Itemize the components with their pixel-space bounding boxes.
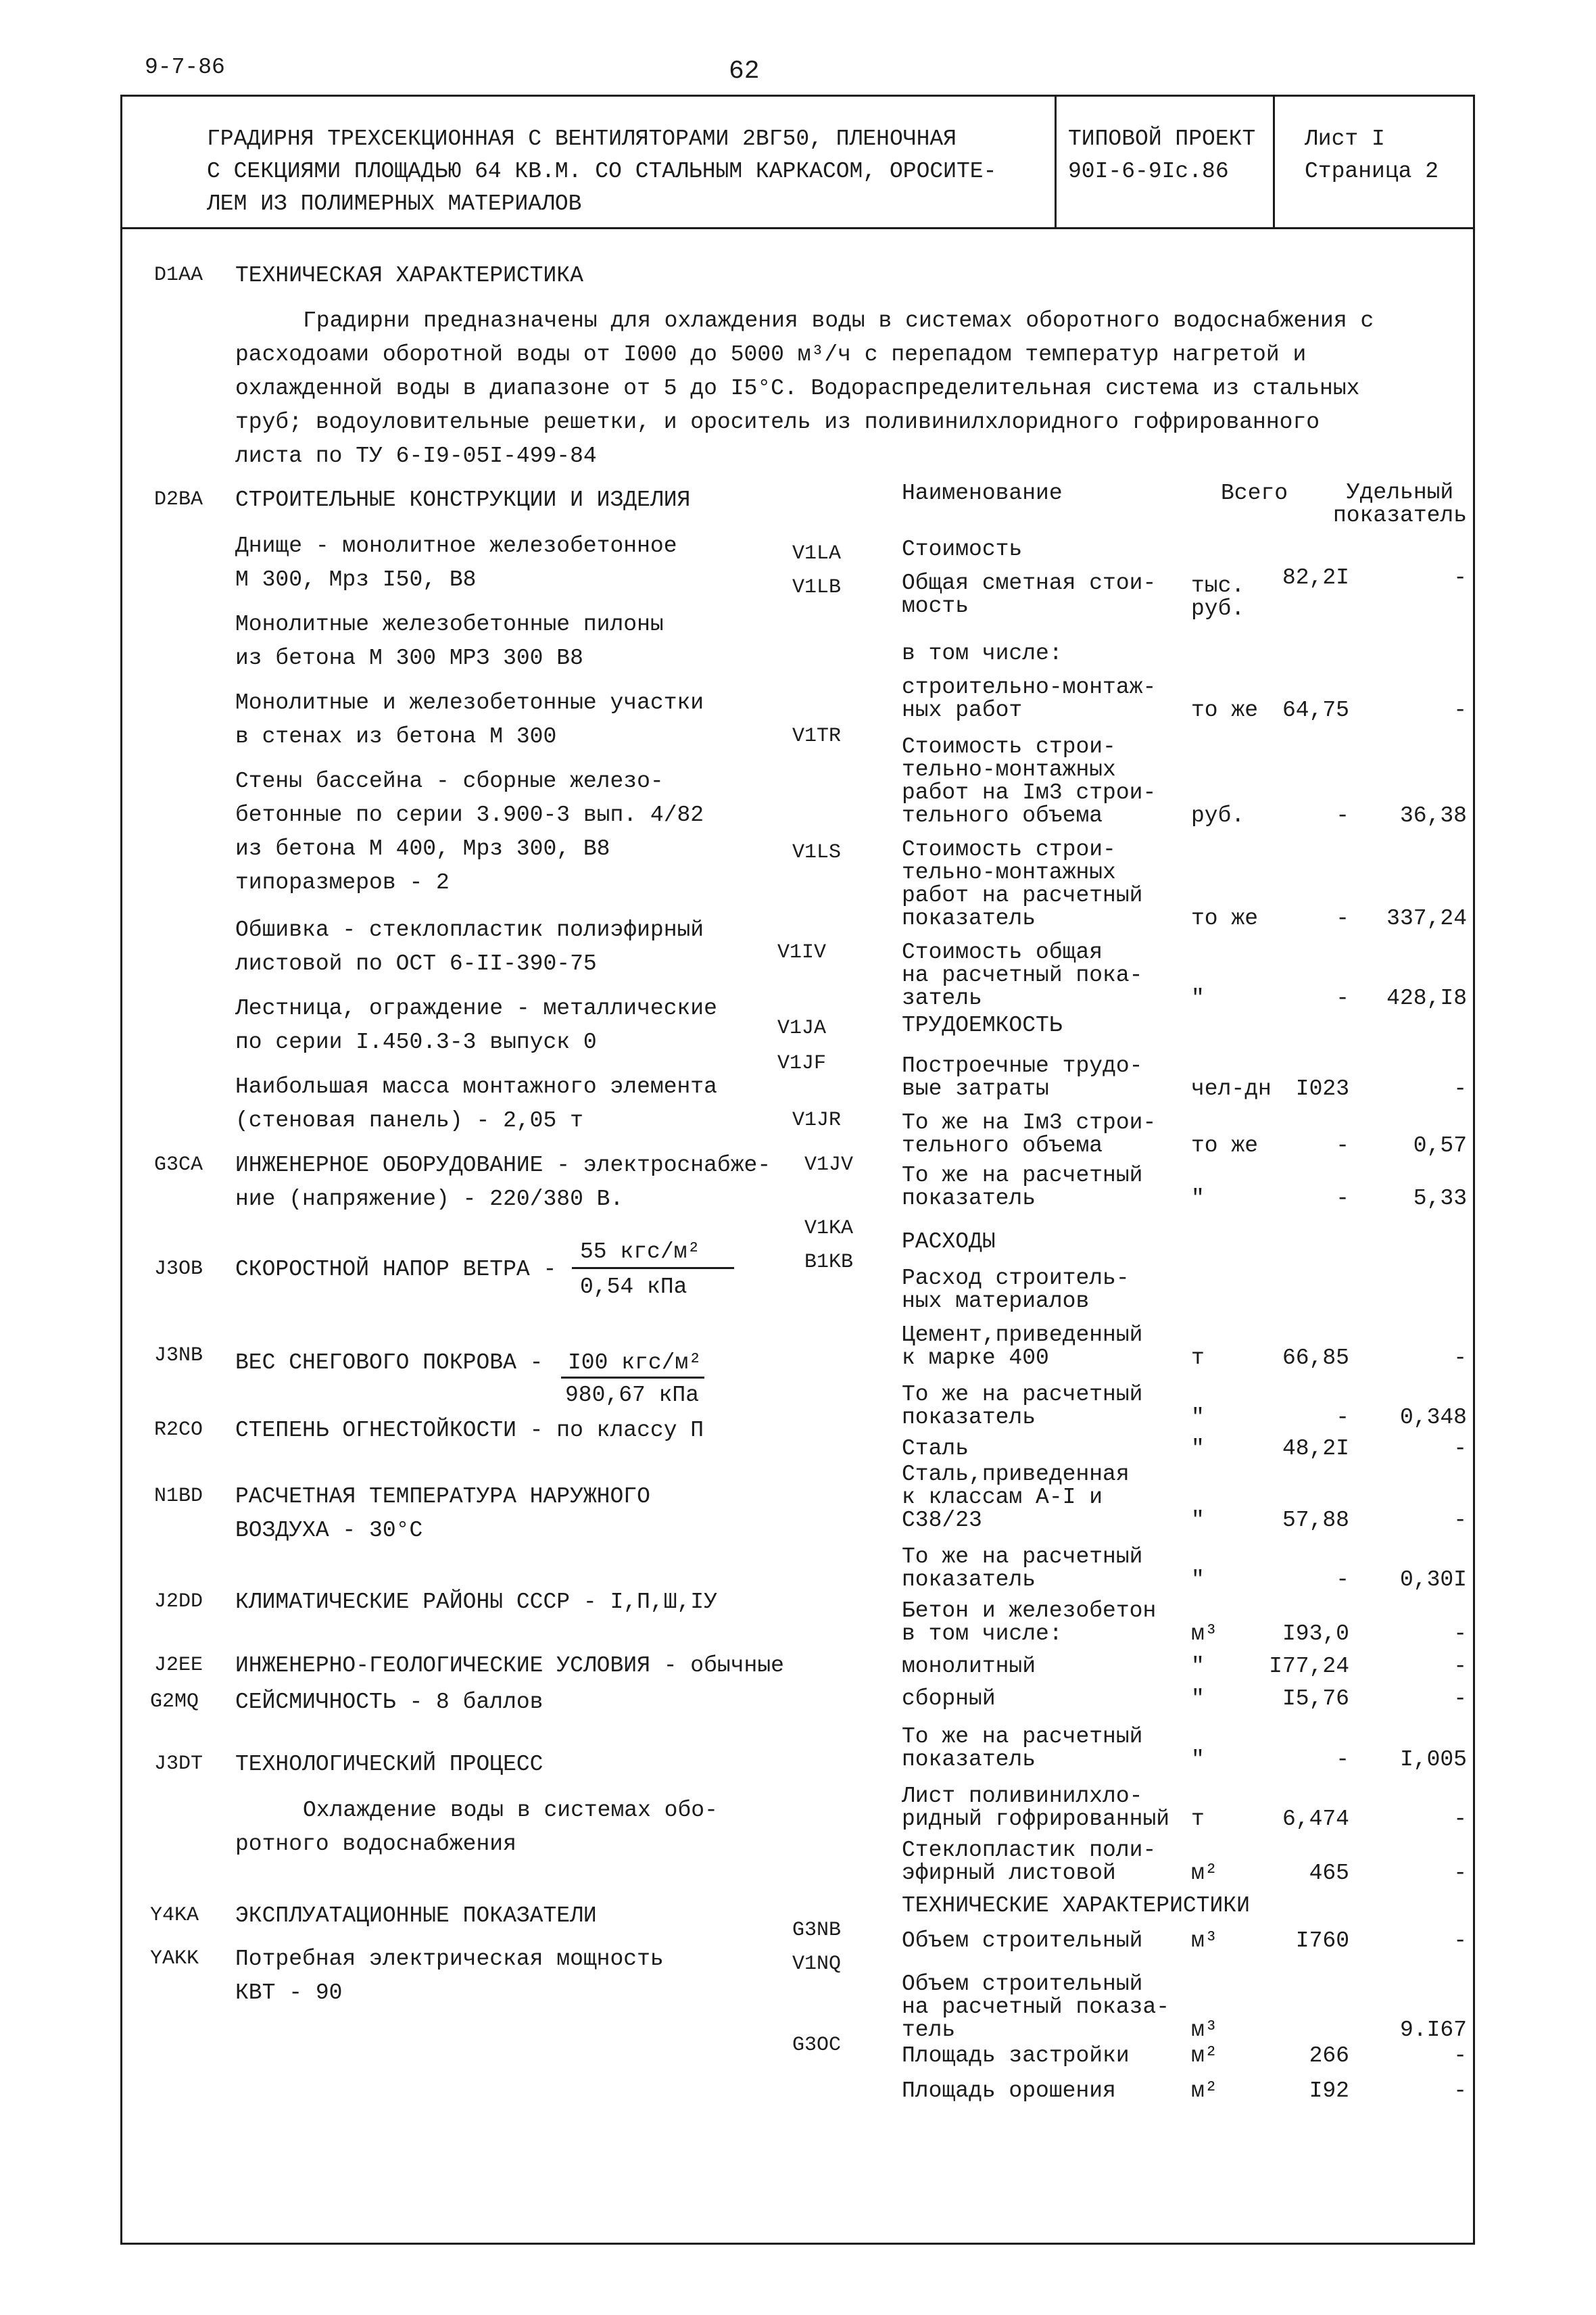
construction-item: Монолитные железобетонные пилоны [235,612,664,637]
section-heading: ЭКСПЛУАТАЦИОННЫЕ ПОКАЗАТЕЛИ [235,1903,597,1928]
table-row-total: I023 [1295,1076,1349,1101]
row-code: V1KA [804,1217,854,1240]
project-label: ТИПОВОЙ ПРОЕКТ [1068,126,1256,151]
table-row-total: 266 [1309,2043,1349,2068]
exploit-line: Потребная электрическая мощность [235,1947,664,1972]
table-row-total: - [1336,1747,1349,1772]
table-row-specific: 0,57 [1413,1133,1467,1158]
table-row-specific: - [1453,565,1467,590]
construction-item: по серии I.450.3-3 выпуск 0 [235,1030,597,1055]
title-block-divider-2 [1273,95,1275,228]
param-code: N1BD [154,1485,203,1508]
param-line: ВОЗДУХА - 30°С [235,1518,423,1543]
table-row-unit: " [1191,1654,1205,1679]
wind-pressure-label: СКОРОСТНОЙ НАПОР ВЕТРА - [235,1257,557,1282]
table-row-unit: " [1191,1186,1205,1211]
row-code: V1LS [792,841,842,864]
table-row-name: Стоимость общая на расчетный пока- затель [902,940,1143,1011]
table-row-name: Стоимость строи- тельно-монтажных работ на Iм3 строи- тельного объема [902,734,1157,828]
table-row-unit: " [1191,1747,1205,1772]
paragraph-line: расходоами оборотной воды от I000 до 5000 м³/ч с перепадом температур нагретой и [235,342,1307,367]
wind-pressure-denominator: 0,54 кПа [580,1274,687,1299]
table-row-name: Расход строитель- ных материалов [902,1266,1130,1314]
table-row-name: сборный [902,1686,996,1711]
table-row-name: в том числе: [902,641,1063,666]
table-row-unit: " [1191,1686,1205,1711]
table-row-name: Общая сметная стои- мость [902,571,1157,619]
table-row-unit: м² [1191,2078,1218,2103]
param-code: J2EE [154,1654,203,1677]
section-code: YAKK [150,1947,199,1970]
table-row-total: 66,85 [1282,1345,1349,1370]
table-row-unit: " [1191,1567,1205,1592]
section-code: Y4KA [150,1904,199,1927]
title-block-bottom-rule [120,227,1475,229]
table-row-total: - [1336,1133,1349,1158]
title-line: С СЕКЦИЯМИ ПЛОЩАДЬЮ 64 КВ.М. СО СТАЛЬНЫМ КАРКАСОМ, ОРОСИТЕ- [207,159,997,184]
table-row-name: То же на расчетный показатель [902,1382,1143,1430]
param-line: ИНЖЕНЕРНОЕ ОБОРУДОВАНИЕ - электроснабже- [235,1153,771,1178]
param-code: J2DD [154,1590,203,1613]
table-row-name: Объем строительный на расчетный показа- тель [902,1972,1170,2043]
table-row-specific: 9.I67 [1399,2018,1467,2043]
table-row-name: То же на Iм3 строи- тельного объема [902,1110,1157,1158]
sheet-block [1305,123,1438,188]
exploit-line: КВТ - 90 [235,1980,343,2005]
table-row-unit: м² [1191,1861,1218,1886]
paragraph-line: Градирни предназначены для охлаждения воды в системах оборотного водоснабжения с [303,308,1374,333]
table-row-total: - [1336,1405,1349,1430]
table-row-specific: - [1453,1436,1467,1461]
construction-item: Днище - монолитное железобетонное [235,533,677,558]
row-code: V1JF [777,1052,827,1075]
row-code: V1JV [804,1153,854,1176]
construction-item: из бетона М 400, Мрз 300, В8 [235,836,610,861]
row-code: V1JR [792,1109,842,1132]
param-code: J3DT [154,1752,203,1775]
table-row-total: 6,474 [1282,1807,1349,1832]
table-row-name: То же на расчетный показатель [902,1544,1143,1592]
table-row-total: 465 [1309,1861,1349,1886]
construction-item: Наибольшая масса монтажного элемента [235,1074,717,1099]
table-row-total: I93,0 [1282,1621,1349,1646]
param-line: СЕЙСМИЧНОСТЬ - 8 баллов [235,1690,543,1715]
page-label: Страница 2 [1305,159,1439,184]
wind-pressure-numerator: 55 кгс/м² [580,1239,701,1264]
table-row-specific: - [1453,1621,1467,1646]
table-row-total: - [1336,1567,1349,1592]
table-row-specific: - [1453,1508,1467,1533]
paragraph-line: листа по ТУ 6-I9-05I-499-84 [235,444,597,469]
table-row-specific: 0,348 [1399,1405,1467,1430]
param-line: ние (напряжение) - 220/380 В. [235,1187,624,1212]
param-code: G3CA [154,1153,203,1176]
table-row-specific: 5,33 [1413,1186,1467,1211]
table-row-specific: - [1453,1686,1467,1711]
row-code: V1LB [792,576,842,599]
row-code: V1IV [777,941,827,964]
document-id: 9-7-86 [145,55,225,80]
table-row-name: Стоимость строи- тельно-монтажных работ на расчетный показатель [902,837,1143,931]
table-row-specific: - [1453,2078,1467,2103]
table-row-specific: - [1453,1654,1467,1679]
table-row-name: строительно-монтаж- ных работ [902,675,1157,723]
construction-item: Стены бассейна - сборные железо- [235,769,664,794]
table-row-unit: т [1191,1807,1205,1832]
table-row-total: I5,76 [1282,1686,1349,1711]
table-row-unit: м² [1191,2043,1218,2068]
table-row-name: Сталь [902,1436,969,1461]
table-row-name: Объем строительный [902,1928,1143,1953]
section-code: D1AA [154,264,203,287]
construction-item: Монолитные и железобетонные участки [235,690,704,715]
snow-load-numerator: I00 кгс/м² [568,1350,702,1375]
table-row-unit: " [1191,1436,1205,1461]
construction-item: (стеновая панель) - 2,05 т [235,1108,583,1133]
table-row-total: 57,88 [1282,1508,1349,1533]
table-row-name: Построечные трудо- вые затраты [902,1053,1143,1101]
table-row-name: То же на расчетный показатель [902,1163,1143,1211]
project-code: 90I-6-9Iс.86 [1068,159,1229,184]
table-row-name: Стоимость [902,537,1023,562]
sheet-number: Лист I [1305,126,1385,151]
table-row-specific: - [1453,1076,1467,1101]
document-title [207,123,996,220]
title-block-divider-1 [1055,95,1057,228]
row-code: V1NQ [792,1953,842,1976]
table-row-unit: " [1191,986,1205,1011]
row-code: B1KB [804,1251,854,1274]
table-row-name: ТРУДОЕМКОСТЬ [902,1013,1063,1038]
row-code: V1TR [792,725,842,748]
title-line: ГРАДИРНЯ ТРЕХСЕКЦИОННАЯ С ВЕНТИЛЯТОРАМИ 2ВГ50, ПЛЕНОЧНАЯ [207,126,957,151]
row-code: V1LA [792,542,842,565]
param-line: КЛИМАТИЧЕСКИЕ РАЙОНЫ СССР - I,П,Ш,IУ [235,1590,717,1615]
row-code: V1JA [777,1017,827,1040]
table-row-unit: то же [1191,698,1259,723]
table-row-specific: - [1453,698,1467,723]
fraction-bar [561,1377,704,1379]
table-row-name: Лист поливинилхло- ридный гофрированный [902,1784,1170,1832]
table-header-name: Наименование [902,481,1063,506]
table-row-name: Сталь,приведенная к классам А-I и С38/23 [902,1462,1130,1533]
table-row-total: - [1336,986,1349,1011]
table-row-specific: - [1453,1345,1467,1370]
table-row-specific: 0,30I [1399,1567,1467,1592]
table-row-unit: м³ [1191,1928,1218,1953]
table-row-total: - [1336,906,1349,931]
table-row-unit: то же [1191,906,1259,931]
table-row-unit: м³ [1191,2018,1218,2043]
table-row-total: I92 [1309,2078,1349,2103]
table-row-total: 48,2I [1282,1436,1349,1461]
table-row-unit: т [1191,1345,1205,1370]
table-row-specific: 337,24 [1386,906,1467,931]
project-block [1068,123,1255,188]
param-line: РАСЧЕТНАЯ ТЕМПЕРАТУРА НАРУЖНОГО [235,1484,650,1509]
construction-item: листовой по ОСТ 6-II-390-75 [235,951,597,976]
table-row-unit: " [1191,1405,1205,1430]
table-row-unit: тыс. руб. [1191,573,1245,621]
table-row-name: монолитный [902,1654,1036,1679]
table-row-specific: - [1453,1861,1467,1886]
table-row-name: То же на расчетный показатель [902,1724,1143,1772]
table-row-specific: - [1453,1807,1467,1832]
construction-item: из бетона М 300 МРЗ 300 В8 [235,646,583,671]
paragraph-line: труб; водоуловительные решетки, и ороситель из поливинилхлоридного гофрированного [235,410,1320,435]
table-row-unit: " [1191,1508,1205,1533]
table-row-specific: - [1453,1928,1467,1953]
tech-paragraph [235,304,1374,473]
construction-item: М 300, Мрз I50, В8 [235,567,477,592]
title-line: ЛЕМ ИЗ ПОЛИМЕРНЫХ МАТЕРИАЛОВ [207,191,582,216]
table-row-name: РАСХОДЫ [902,1229,996,1254]
param-code: J3OB [154,1258,203,1281]
snow-load-denominator: 980,67 кПа [565,1383,700,1408]
construction-item: бетонные по серии 3.900-3 вып. 4/82 [235,803,704,828]
table-header-total: Всего [1221,481,1288,506]
table-row-specific: - [1453,2043,1467,2068]
table-row-name: Площадь орошения [902,2078,1116,2103]
construction-item: Лестница, ограждение - металлические [235,996,717,1021]
table-header-specific: Удельный показатель [1333,480,1468,528]
table-row-name: ТЕХНИЧЕСКИЕ ХАРАКТЕРИСТИКИ [902,1893,1250,1918]
section-heading: ТЕХНИЧЕСКАЯ ХАРАКТЕРИСТИКА [235,263,583,288]
table-row-name: Стеклопластик поли- эфирный листовой [902,1838,1157,1886]
table-row-unit: руб. [1191,803,1245,828]
table-row-unit: м³ [1191,1621,1218,1646]
row-code: G3OC [792,2034,842,2057]
table-row-total: 64,75 [1282,698,1349,723]
table-row-total: I77,24 [1269,1654,1349,1679]
section-code: D2BA [154,488,203,511]
table-row-total: I760 [1295,1928,1349,1953]
page-number: 62 [729,57,760,86]
table-row-name: Бетон и железобетон в том числе: [902,1598,1157,1646]
table-row-specific: 36,38 [1399,803,1467,828]
process-line: ротного водоснабжения [235,1832,516,1857]
table-row-total: - [1336,1186,1349,1211]
param-code: G2MQ [150,1690,199,1713]
param-code: J3NB [154,1344,203,1367]
param-line: ТЕХНОЛОГИЧЕСКИЙ ПРОЦЕСС [235,1752,543,1777]
snow-load-label: ВЕС СНЕГОВОГО ПОКРОВА - [235,1350,543,1375]
section-heading: СТРОИТЕЛЬНЫЕ КОНСТРУКЦИИ И ИЗДЕЛИЯ [235,487,691,512]
construction-item: в стенах из бетона М 300 [235,724,557,749]
table-row-unit: чел-дн [1191,1076,1272,1101]
param-line: ИНЖЕНЕРНО-ГЕОЛОГИЧЕСКИЕ УСЛОВИЯ - обычные [235,1653,784,1678]
row-code: G3NB [792,1919,842,1942]
param-line: СТЕПЕНЬ ОГНЕСТОЙКОСТИ - по классу П [235,1418,704,1443]
process-line: Охлаждение воды в системах обо- [303,1798,718,1823]
table-row-name: Цемент,приведенный к марке 400 [902,1322,1143,1370]
fraction-bar [572,1267,734,1269]
table-row-specific: 428,I8 [1386,986,1467,1011]
table-row-unit: то же [1191,1133,1259,1158]
table-row-total: 82,2I [1282,565,1349,590]
table-row-specific: I,005 [1399,1747,1467,1772]
construction-item: Обшивка - стеклопластик полиэфирный [235,917,704,942]
construction-item: типоразмеров - 2 [235,870,450,895]
param-code: R2CO [154,1418,203,1441]
table-row-total: - [1336,803,1349,828]
paragraph-line: охлажденной воды в диапазоне от 5 до I5°С. Водораспределительная система из стальных [235,376,1360,401]
table-row-name: Площадь застройки [902,2043,1130,2068]
